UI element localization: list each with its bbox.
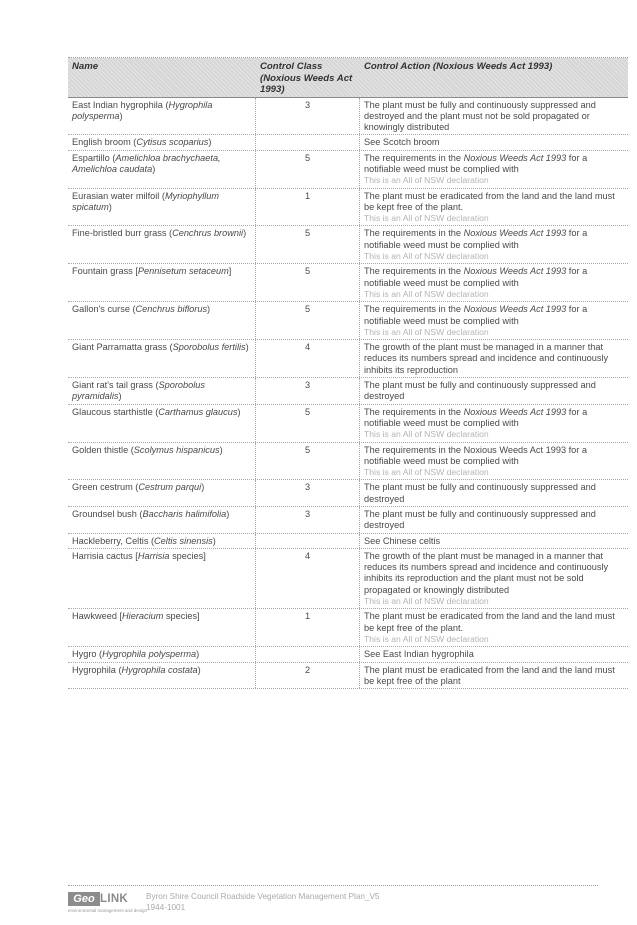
common-name: Glaucous starthistle ( — [72, 406, 159, 417]
table-row — [68, 189, 628, 227]
control-action — [360, 405, 628, 442]
table-row — [68, 378, 628, 405]
action-text: The plant must be eradicated from the land and the land must be kept free of the plant. — [364, 611, 615, 633]
action-text: The requirements in the — [364, 228, 464, 239]
control-class: 4 — [256, 340, 360, 377]
name-suffix: ) — [108, 201, 112, 212]
scientific-name: Sporobolus pyramidalis — [72, 380, 205, 402]
action-text: The requirements in the — [364, 152, 464, 163]
weed-name — [68, 480, 256, 506]
table-row — [68, 609, 628, 647]
common-name: Gallon's curse ( — [72, 304, 136, 315]
common-name: Fountain grass [ — [72, 266, 138, 277]
scientific-name: Hygrophila costata — [121, 664, 198, 675]
name-suffix: ] — [228, 266, 232, 277]
weed-name — [68, 98, 256, 135]
weed-name — [68, 443, 256, 480]
scientific-name: Celtis sinensis — [154, 535, 213, 546]
action-text-end: for a notifiable weed must be complied with — [364, 228, 588, 250]
control-class: 3 — [256, 480, 360, 506]
action-text-end: for a notifiable weed must be complied with — [364, 266, 588, 288]
common-name: Giant rat's tail grass ( — [72, 380, 159, 391]
table-row — [68, 264, 628, 302]
control-action — [360, 98, 628, 135]
action-text: The requirements in the — [364, 406, 464, 417]
weed-name — [68, 226, 256, 263]
table-row — [68, 151, 628, 189]
control-class: 3 — [256, 98, 360, 135]
action-text: The requirements in the Noxious Weeds Act 1993 for a notifiable weed must be complied with — [364, 444, 588, 466]
name-suffix: ) — [226, 509, 230, 519]
control-action — [360, 663, 628, 689]
table-row — [68, 302, 628, 340]
action-text: The plant must be fully and continuously suppressed and destroyed and the plant must not be sold propagated or knowingly distributed — [364, 99, 596, 133]
name-suffix: ) — [212, 535, 216, 546]
name-suffix: species] — [163, 611, 200, 622]
scientific-name: Amelichloa brachychaeta, Amelichloa caudata — [72, 152, 221, 174]
weed-name — [68, 264, 256, 301]
table-row — [68, 340, 628, 378]
control-class: 1 — [256, 609, 360, 646]
weed-name — [68, 507, 256, 533]
common-name: Harrisia cactus [ — [72, 550, 138, 561]
logo-link-text: LINK — [100, 893, 129, 905]
control-action — [360, 549, 628, 608]
common-name: Hygrophila ( — [72, 664, 122, 675]
geolink-logo — [68, 892, 148, 920]
common-name: English broom ( — [72, 137, 137, 148]
logo-geo-mark: Geo — [68, 892, 100, 906]
action-text: See East Indian hygrophila — [364, 649, 474, 660]
action-text: The plant must be fully and continuously suppressed and destroyed — [364, 482, 596, 504]
control-action — [360, 135, 628, 149]
name-suffix: ) — [208, 137, 212, 148]
name-suffix: ) — [207, 304, 211, 315]
action-text-end: for a notifiable weed must be complied with — [364, 406, 588, 428]
control-action — [360, 480, 628, 506]
control-class: 5 — [256, 226, 360, 263]
declaration-note: This is an All of NSW declaration — [364, 213, 489, 224]
table-body — [68, 98, 628, 690]
control-class: 5 — [256, 302, 360, 339]
name-suffix: ) — [243, 228, 247, 239]
table-row — [68, 135, 628, 150]
action-text-end: for a notifiable weed must be complied with — [364, 304, 588, 326]
weed-name — [68, 609, 256, 646]
footer-document-title: Byron Shire Council Roadside Vegetation Management Plan_V5 — [146, 892, 380, 901]
scientific-name: Carthamus glaucus — [158, 406, 238, 417]
name-suffix: ) — [196, 649, 200, 660]
table-row — [68, 507, 628, 534]
table-row — [68, 534, 628, 549]
name-suffix: ) — [152, 163, 156, 174]
scientific-name: Myriophyllum spicatum — [72, 190, 220, 212]
scientific-name: Cenchrus biflorus — [135, 304, 208, 315]
header-name: Name — [72, 61, 99, 72]
action-text: The plant must be fully and continuously suppressed and destroyed — [364, 509, 596, 531]
control-action — [360, 340, 628, 377]
name-suffix: ) — [118, 391, 122, 402]
control-class — [256, 135, 360, 149]
action-text: The requirements in the — [364, 304, 464, 315]
weeds-table — [68, 57, 628, 689]
table-row — [68, 663, 628, 690]
control-class: 2 — [256, 663, 360, 689]
common-name: Eurasian water milfoil ( — [72, 190, 165, 201]
act-reference: Noxious Weeds Act 1993 — [463, 304, 567, 315]
declaration-note: This is an All of NSW declaration — [364, 251, 489, 262]
scientific-name: Scolymus hispanicus — [133, 444, 220, 455]
control-action — [360, 264, 628, 301]
control-action — [360, 647, 628, 661]
control-class: 3 — [256, 507, 360, 533]
scientific-name: Cytisus scoparius — [136, 137, 209, 148]
table-row — [68, 443, 628, 481]
action-text: The plant must be eradicated from the land and the land must be kept free of the plant — [364, 664, 615, 686]
action-text: The plant must be eradicated from the land and the land must be kept free of the plant. — [364, 190, 615, 212]
action-text: See Chinese celtis — [364, 535, 441, 546]
header-control-action: Control Action (Noxious Weeds Act 1993) — [364, 61, 553, 72]
scientific-name: Cenchrus brownii — [172, 228, 244, 239]
control-class — [256, 647, 360, 661]
control-action — [360, 534, 628, 548]
table-row — [68, 480, 628, 507]
control-action — [360, 226, 628, 263]
common-name: Groundsel bush ( — [72, 509, 143, 519]
scientific-name: Pennisetum setaceum — [137, 266, 229, 277]
act-reference: Noxious Weeds Act 1993 — [463, 228, 567, 239]
table-header-row — [68, 58, 628, 98]
common-name: Hygro ( — [72, 649, 103, 660]
weed-name — [68, 378, 256, 404]
common-name: Golden thistle ( — [72, 444, 134, 455]
name-suffix: ) — [237, 406, 241, 417]
control-action — [360, 189, 628, 226]
weed-name — [68, 340, 256, 377]
declaration-note: This is an All of NSW declaration — [364, 467, 489, 478]
common-name: Espartillo ( — [72, 152, 116, 163]
control-class: 5 — [256, 443, 360, 480]
control-class — [256, 534, 360, 548]
scientific-name: Baccharis halimifolia — [142, 509, 227, 519]
scientific-name: Hygrophila polysperma — [102, 649, 197, 660]
declaration-note: This is an All of NSW declaration — [364, 429, 489, 440]
common-name: Giant Parramatta grass ( — [72, 342, 173, 353]
control-class: 3 — [256, 378, 360, 404]
name-suffix: ) — [219, 444, 223, 455]
weed-name — [68, 663, 256, 689]
action-text: The growth of the plant must be managed in a manner that reduces its numbers spread and incidence and continuously inhibits its reproduction and the plant must not be sold propagated or knowingly distributed — [364, 550, 609, 595]
control-class: 5 — [256, 264, 360, 301]
action-text: The growth of the plant must be managed in a manner that reduces its numbers spread and incidence and continuously inhibits its reproduction — [364, 342, 609, 375]
scientific-name: Cestrum parqui — [138, 482, 202, 493]
control-action — [360, 378, 628, 404]
name-suffix: ) — [245, 342, 249, 353]
common-name: Hawkweed [ — [72, 611, 123, 622]
table-row — [68, 647, 628, 662]
control-action — [360, 151, 628, 188]
weed-name — [68, 405, 256, 442]
control-class: 1 — [256, 189, 360, 226]
declaration-note: This is an All of NSW declaration — [364, 288, 489, 299]
action-text: The requirements in the — [364, 266, 464, 277]
control-action — [360, 302, 628, 339]
act-reference: Noxious Weeds Act 1993 — [463, 266, 567, 277]
common-name: Hackleberry, Celtis ( — [72, 535, 155, 546]
weed-name — [68, 647, 256, 661]
weed-name — [68, 534, 256, 548]
logo-tagline: environmental management and design — [68, 908, 148, 913]
declaration-note: This is an All of NSW declaration — [364, 633, 489, 644]
scientific-name: Hieracium — [122, 611, 164, 622]
header-control-class: Control Class (Noxious Weeds Act 1993) — [260, 61, 353, 95]
footer-project-number: 1944-1001 — [146, 902, 186, 912]
table-row — [68, 549, 628, 609]
weed-name — [68, 135, 256, 149]
declaration-note: This is an All of NSW declaration — [364, 326, 489, 337]
common-name: East Indian hygrophila ( — [72, 99, 169, 110]
declaration-note: This is an All of NSW declaration — [364, 175, 489, 186]
name-suffix: ) — [201, 482, 205, 493]
control-action — [360, 609, 628, 646]
footer-text — [146, 892, 380, 913]
control-class: 5 — [256, 151, 360, 188]
act-reference: Noxious Weeds Act 1993 — [463, 406, 567, 417]
declaration-note: This is an All of NSW declaration — [364, 596, 489, 607]
scientific-name: Sporobolus fertilis — [172, 342, 246, 353]
table-row — [68, 226, 628, 264]
name-suffix: ) — [197, 664, 201, 675]
control-class: 4 — [256, 549, 360, 608]
action-text-end: for a notifiable weed must be complied with — [364, 152, 588, 174]
common-name: Green cestrum ( — [72, 482, 139, 493]
act-reference: Noxious Weeds Act 1993 — [463, 152, 567, 163]
weed-name — [68, 151, 256, 188]
scientific-name: Hygrophila polysperma — [72, 99, 213, 121]
weed-name — [68, 549, 256, 608]
name-suffix: species] — [169, 550, 206, 561]
action-text: The plant must be fully and continuously suppressed and destroyed — [364, 380, 596, 402]
table-row — [68, 98, 628, 136]
name-suffix: ) — [119, 110, 123, 121]
weed-name — [68, 302, 256, 339]
control-class: 5 — [256, 405, 360, 442]
common-name: Fine-bristled burr grass ( — [72, 228, 173, 239]
control-action — [360, 443, 628, 480]
weed-name — [68, 189, 256, 226]
control-action — [360, 507, 628, 533]
page-footer — [68, 885, 598, 913]
scientific-name: Harrisia — [137, 550, 170, 561]
table-row — [68, 405, 628, 443]
action-text: See Scotch broom — [364, 137, 440, 148]
